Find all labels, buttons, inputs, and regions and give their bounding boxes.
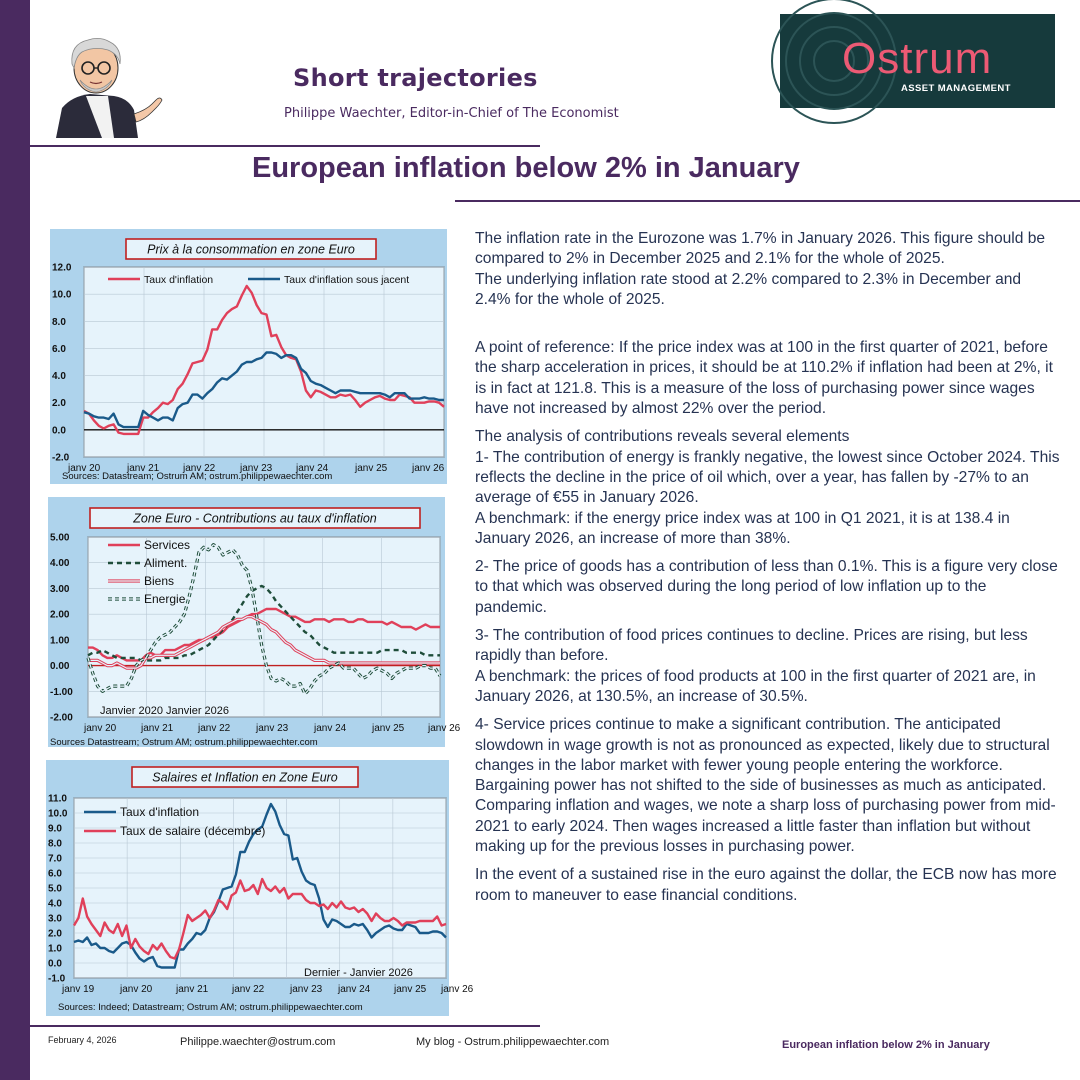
y-tick-label: 6.0 [52, 343, 66, 355]
y-tick-label: -2.0 [52, 452, 70, 464]
paragraph: The underlying inflation rate stood at 2.2% compared to 2.3% in December and 2.4% for the whole of 2025. [475, 270, 1022, 308]
paragraph: 3- The contribution of food prices continues to decline. Prices are rising, but less rapidly than before. [475, 627, 1028, 665]
y-tick-label: 4.0 [48, 898, 62, 910]
footer-email[interactable]: Philippe.waechter@ostrum.com [180, 1036, 336, 1048]
chart-svg [46, 760, 474, 1016]
series-title: Short trajectories [293, 64, 538, 92]
y-tick-label: 0.0 [48, 958, 62, 970]
paragraph: A point of reference: If the price index was at 100 in the first quarter of 2021, before the sharp acceleration in prices, it should be at 110.2% if inflation had been at 2%, it is in fact at 121.8. This is a measure of the loss of purchasing power since wages have not increased by almost 22% over the period. [475, 339, 1053, 418]
legend-label: Energie [144, 592, 186, 606]
chart-title: Prix à la consommation en zone Euro [147, 242, 355, 257]
x-tick-label: janv 24 [338, 984, 371, 995]
paragraph: The analysis of contributions reveals several elements [475, 428, 850, 446]
y-tick-label: 8.0 [52, 316, 66, 328]
legend-label: Services [144, 538, 191, 552]
footer-date: February 4, 2026 [48, 1035, 117, 1045]
y-tick-label: 1.0 [48, 943, 62, 955]
legend-label: Taux d'inflation sous jacent [284, 274, 410, 286]
paragraph: A benchmark: if the energy price index was at 100 in Q1 2021, it is at 138.4 in January 2026, an increase of more than 38%. [475, 509, 1010, 547]
x-tick-label: janv 20 [120, 984, 153, 995]
paragraph: 2- The price of goods has a contribution of less than 0.1%. This is a figure very close to that which was observed during the long period of low inflation up to the pandemic. [475, 558, 1058, 616]
chart-source: Sources Datastream; Ostrum AM; ostrum.philippewaechter.com [50, 737, 318, 748]
ostrum-logo [780, 14, 1055, 108]
logo-subtitle: ASSET MANAGEMENT [901, 83, 1011, 94]
x-tick-label: janv 22 [232, 984, 265, 995]
paragraph: 4- Service prices continue to make a significant contribution. The anticipated slowdown in wage growth is not as pronounced as expected, likely due to structural changes in the labor market with fewer young people entering the workforce. Bargaining power has not shifted to the side of businesses as much as anticipated. [475, 716, 1050, 795]
wages-inflation-chart [46, 760, 474, 1016]
y-tick-label: 10.0 [48, 808, 68, 820]
y-tick-label: 10.0 [52, 289, 72, 301]
chart-source: Sources: Datastream; Ostrum AM; ostrum.philippewaechter.com [62, 471, 333, 482]
legend-label: Biens [144, 574, 175, 588]
logo-wordmark: Ostrum [842, 34, 993, 83]
y-tick-label: 2.0 [52, 398, 66, 410]
chart-annotation: Janvier 2020 Janvier 2026 [100, 705, 230, 717]
x-tick-label: janv 24 [314, 723, 347, 734]
y-tick-label: 5.0 [48, 883, 62, 895]
chart-svg [48, 497, 461, 748]
x-tick-label: janv 26 [441, 984, 474, 995]
x-tick-label: janv 19 [62, 984, 95, 995]
paragraph: The inflation rate in the Eurozone was 1.7% in January 2026. This figure should be compared to 2% in December 2025 and 2.1% for the whole of 2025. [475, 230, 1046, 268]
legend-label: Taux d'inflation [120, 805, 200, 819]
cpi-chart [50, 229, 447, 484]
x-tick-label: janv 23 [240, 463, 273, 474]
y-tick-label: 6.0 [48, 868, 62, 880]
y-tick-label: -1.00 [50, 686, 73, 698]
x-tick-label: janv 24 [296, 463, 329, 474]
chart-title: Zone Euro - Contributions au taux d'inflation [133, 511, 377, 526]
y-tick-label: 0.00 [50, 661, 70, 673]
y-tick-label: 3.0 [48, 913, 62, 925]
paragraph: A benchmark: the prices of food products at 100 in the first quarter of 2021 are, in January 2026, at 130.5%, an increase of 30.5%. [475, 667, 1036, 705]
x-tick-label: janv 23 [290, 984, 323, 995]
y-tick-label: 5.00 [50, 532, 70, 544]
paragraph: 1- The contribution of energy is frankly negative, the lowest since October 2024. This reflects the decline in the price of oil which, over a year, has fallen by -27% to an average of €55 in January 2026. [475, 448, 1060, 507]
y-tick-label: 4.00 [50, 558, 70, 570]
chart-source: Sources: Indeed; Datastream; Ostrum AM; ostrum.philippewaechter.com [58, 1002, 363, 1013]
y-tick-label: 0.0 [52, 425, 66, 437]
y-tick-label: 1.00 [50, 635, 70, 647]
divider-footer [30, 1025, 540, 1027]
x-tick-label: janv 21 [141, 723, 174, 734]
sidebar-strip [0, 0, 30, 1080]
paragraph: In the event of a sustained rise in the euro against the dollar, the ECB now has more room to maneuver to ease financial conditions. [475, 866, 1057, 904]
y-tick-label: -1.0 [48, 973, 66, 985]
author-byline: Philippe Waechter, Editor-in-Chief of The Economist [284, 106, 619, 121]
x-tick-label: janv 23 [256, 723, 289, 734]
y-tick-label: 12.0 [52, 262, 72, 274]
x-tick-label: janv 20 [68, 463, 101, 474]
legend-label: Aliment. [144, 556, 188, 570]
x-tick-label: janv 25 [394, 984, 427, 995]
author-avatar [48, 34, 166, 138]
footer-title: European inflation below 2% in January [782, 1039, 990, 1051]
footer-blog-link[interactable]: My blog - Ostrum.philippewaechter.com [416, 1036, 610, 1048]
x-tick-label: janv 22 [183, 463, 216, 474]
y-tick-label: 2.00 [50, 609, 70, 621]
paragraph: Comparing inflation and wages, we note a sharp loss of purchasing power from mid-2021 to early 2024. Then wages increased a little faster than inflation but without making up for the previous losses in purchasing power. [475, 797, 1056, 856]
page-headline: European inflation below 2% in January [252, 152, 800, 184]
x-tick-label: janv 20 [84, 723, 117, 734]
x-tick-label: janv 26 [428, 723, 461, 734]
y-tick-label: 11.0 [48, 793, 67, 805]
y-tick-label: 8.0 [48, 838, 62, 850]
x-tick-label: janv 21 [127, 463, 160, 474]
x-tick-label: janv 25 [372, 723, 405, 734]
chart-annotation: Dernier - Janvier 2026 [304, 967, 413, 979]
contributions-chart [48, 497, 461, 748]
x-tick-label: janv 21 [176, 984, 209, 995]
y-tick-label: 7.0 [48, 853, 62, 865]
x-tick-label: janv 26 [412, 463, 445, 474]
x-tick-label: janv 22 [198, 723, 231, 734]
y-tick-label: 4.0 [52, 371, 66, 383]
divider-top [30, 145, 540, 147]
divider-headline [455, 200, 1080, 202]
chart-svg [50, 229, 447, 484]
y-tick-label: 9.0 [48, 823, 62, 835]
legend-label: Taux d'inflation [144, 274, 214, 286]
y-tick-label: -2.00 [50, 712, 73, 724]
legend-label: Taux de salaire (décembre) [120, 824, 266, 838]
y-tick-label: 2.0 [48, 928, 62, 940]
y-tick-label: 3.00 [50, 583, 70, 595]
x-tick-label: janv 25 [355, 463, 388, 474]
article-body [475, 229, 1060, 914]
chart-title: Salaires et Inflation en Zone Euro [152, 770, 338, 785]
